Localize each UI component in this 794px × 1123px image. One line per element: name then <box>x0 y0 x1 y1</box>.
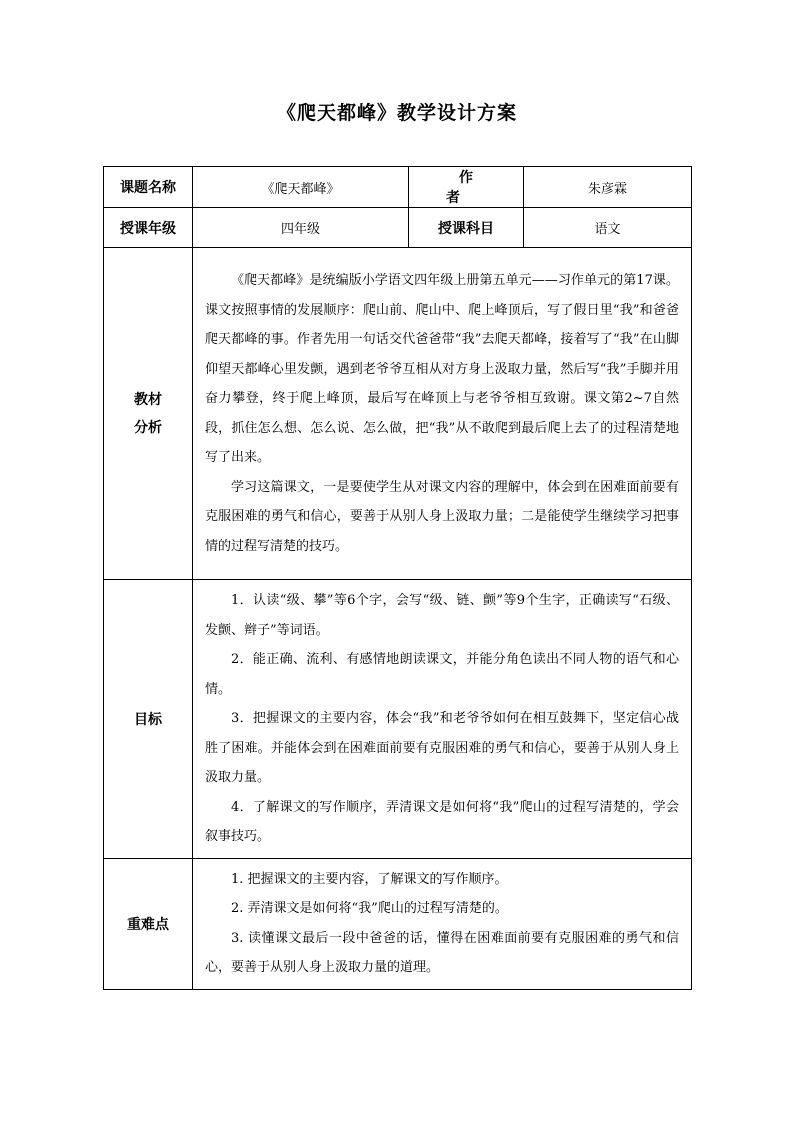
key-points-label: 重难点 <box>104 858 193 989</box>
key-point-item: 1. 把握课文的主要内容，了解课文的写作顺序。 <box>231 871 508 887</box>
topic-value: 《爬天都峰》 <box>193 167 409 208</box>
grade-row <box>104 208 692 248</box>
goal-item: 4．了解课文的写作顺序，弄清课文是如何将“我”爬山的过程写清楚的，学会叙事技巧。 <box>205 799 679 844</box>
goals-label: 目标 <box>104 580 193 859</box>
analysis-label-line2: 分析 <box>134 419 162 436</box>
subject-value: 语文 <box>524 208 692 248</box>
lesson-plan-table <box>103 166 692 990</box>
key-point-item: 2. 弄清课文是如何将“我”爬山的过程写清楚的。 <box>231 901 508 916</box>
analysis-row <box>104 248 692 580</box>
key-points-content <box>193 858 692 989</box>
document-title: 《爬天都峰》教学设计方案 <box>276 102 517 124</box>
key-point-item: 3. 读懂课文最后一段中爸爸的话，懂得在困难面前要有克服困难的勇气和信心，要善于从别人身上汲取力量的道理。 <box>205 930 679 975</box>
goal-item: 1．认读“级、攀”等6个字，会写“级、链、颤”等9个生字，正确读写“石级、发颤、辫子”等词语。 <box>205 593 679 638</box>
analysis-label <box>104 248 193 580</box>
analysis-label-line1: 教材 <box>134 391 162 408</box>
author-label: 作 者 <box>446 170 499 206</box>
goal-item: 3．把握课文的主要内容，体会“我”和老爷爷如何在相互鼓舞下，坚定信心战胜了困难。并能体会到在困难面前要有克服困难的勇气和信心，要善于从别人身上汲取力量。 <box>205 711 679 785</box>
key-points-row <box>104 858 692 989</box>
goal-item: 2．能正确、流利、有感情地朗读课文，并能分角色读出不同人物的语气和心情。 <box>205 652 679 697</box>
author-value: 朱彦霖 <box>524 167 692 208</box>
topic-label: 课题名称 <box>104 167 193 208</box>
goals-content <box>193 580 692 859</box>
subject-label: 授课科目 <box>409 208 524 248</box>
grade-value: 四年级 <box>193 208 409 248</box>
grade-label: 授课年级 <box>104 208 193 248</box>
topic-row <box>104 167 692 208</box>
analysis-content <box>193 248 692 580</box>
analysis-paragraph: 学习这篇课文，一是要使学生从对课文内容的理解中，体会到在困难面前要有克服困难的勇气和信心，要善于从别人身上汲取力量；二是能使学生继续学习把事情的过程写清楚的技巧。 <box>205 479 679 554</box>
goals-row <box>104 580 692 859</box>
analysis-paragraph: 《爬天都峰》是统编版小学语文四年级上册第五单元——习作单元的第17课。课文按照事情的发展顺序：爬山前、爬山中、爬上峰顶后，写了假日里“我”和爸爸爬天都峰的事。作者先用一句话交代爸爸带“我”去爬天都峰，接着写了“我”在山脚仰望天都峰心里发颤，遇到老爷爷互相从对方身上汲取力量，然后写“我”手脚并用奋力攀登，终于爬上峰顶，最后写在峰顶上与老爷爷相互致谢。课文第2~7自然段，抓住怎么想、怎么说、怎么做，把“我”从不敢爬到最后爬上去了的过程清楚地写了出来。 <box>205 273 679 465</box>
